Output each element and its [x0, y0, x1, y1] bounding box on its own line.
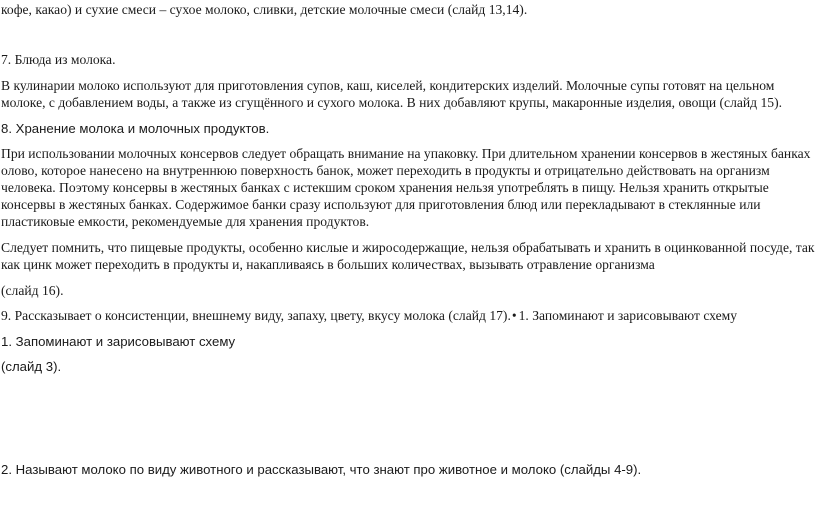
list-item: 1. Запоминают и зарисовывают схему	[1, 334, 236, 349]
section-heading: 7. Блюда из молока.	[1, 52, 116, 67]
section-heading: 8. Хранение молока и молочных продуктов.	[1, 121, 270, 136]
list-item: 2. Называют молоко по виду животного и рассказывают, что знают про животное и молоко (слайды 4-9).	[1, 462, 642, 477]
paragraph-line: кофе, какао) и сухие смеси – сухое молоко, сливки, детские молочные смеси (слайд 13,14).	[1, 2, 528, 17]
paragraph-line: Следует помнить, что пищевые продукты, особенно кислые и жиросодержащие, нельзя обрабатывать и хранить в оцинкованной посуде, так	[1, 240, 815, 255]
list-item-text: 1. Запоминают и зарисовывают схему	[518, 308, 738, 323]
bullet-icon: •	[511, 308, 517, 323]
paragraph-line: При использовании молочных консервов следует обращать внимание на упаковку. При длительном хранении консервов в жестяных банках	[1, 146, 811, 161]
paragraph-line: олово, которое нанесено на внутреннюю поверхность банок, может переходить в продукты и отрицательно действовать на организм	[1, 163, 770, 178]
slide-reference: (слайд 3).	[1, 359, 62, 374]
paragraph-line: молоке, с добавлением воды, а также из сгущённого и сухого молока. В них добавляют крупы, макаронные изделия, овощи (слайд 15).	[1, 95, 782, 110]
paragraph-line: человека. Поэтому консервы в жестяных банках с истекшим сроком хранения нельзя употреблять в пищу. Нельзя хранить открытые	[1, 180, 769, 195]
paragraph-line: консервы в жестяных банках. Содержимое банки сразу используют для приготовления блюд или перекладывают в стеклянные или	[1, 197, 761, 212]
slide-reference: (слайд 16).	[1, 283, 64, 298]
paragraph-line: как цинк может переходить в продукты и, накапливаясь в больших количествах, вызывать отравление организма	[1, 257, 655, 272]
paragraph-line: В кулинарии молоко используют для приготовления супов, каш, киселей, кондитерских изделий. Молочные супы готовят на цельном	[1, 78, 775, 93]
paragraph-line: пластиковые емкости, рекомендуемые для хранения продуктов.	[1, 214, 370, 229]
list-item-text: 9. Рассказывает о консистенции, внешнему виду, запаху, цвету, вкусу молока (слайд 17).	[1, 308, 511, 323]
list-item-line	[1, 307, 737, 324]
